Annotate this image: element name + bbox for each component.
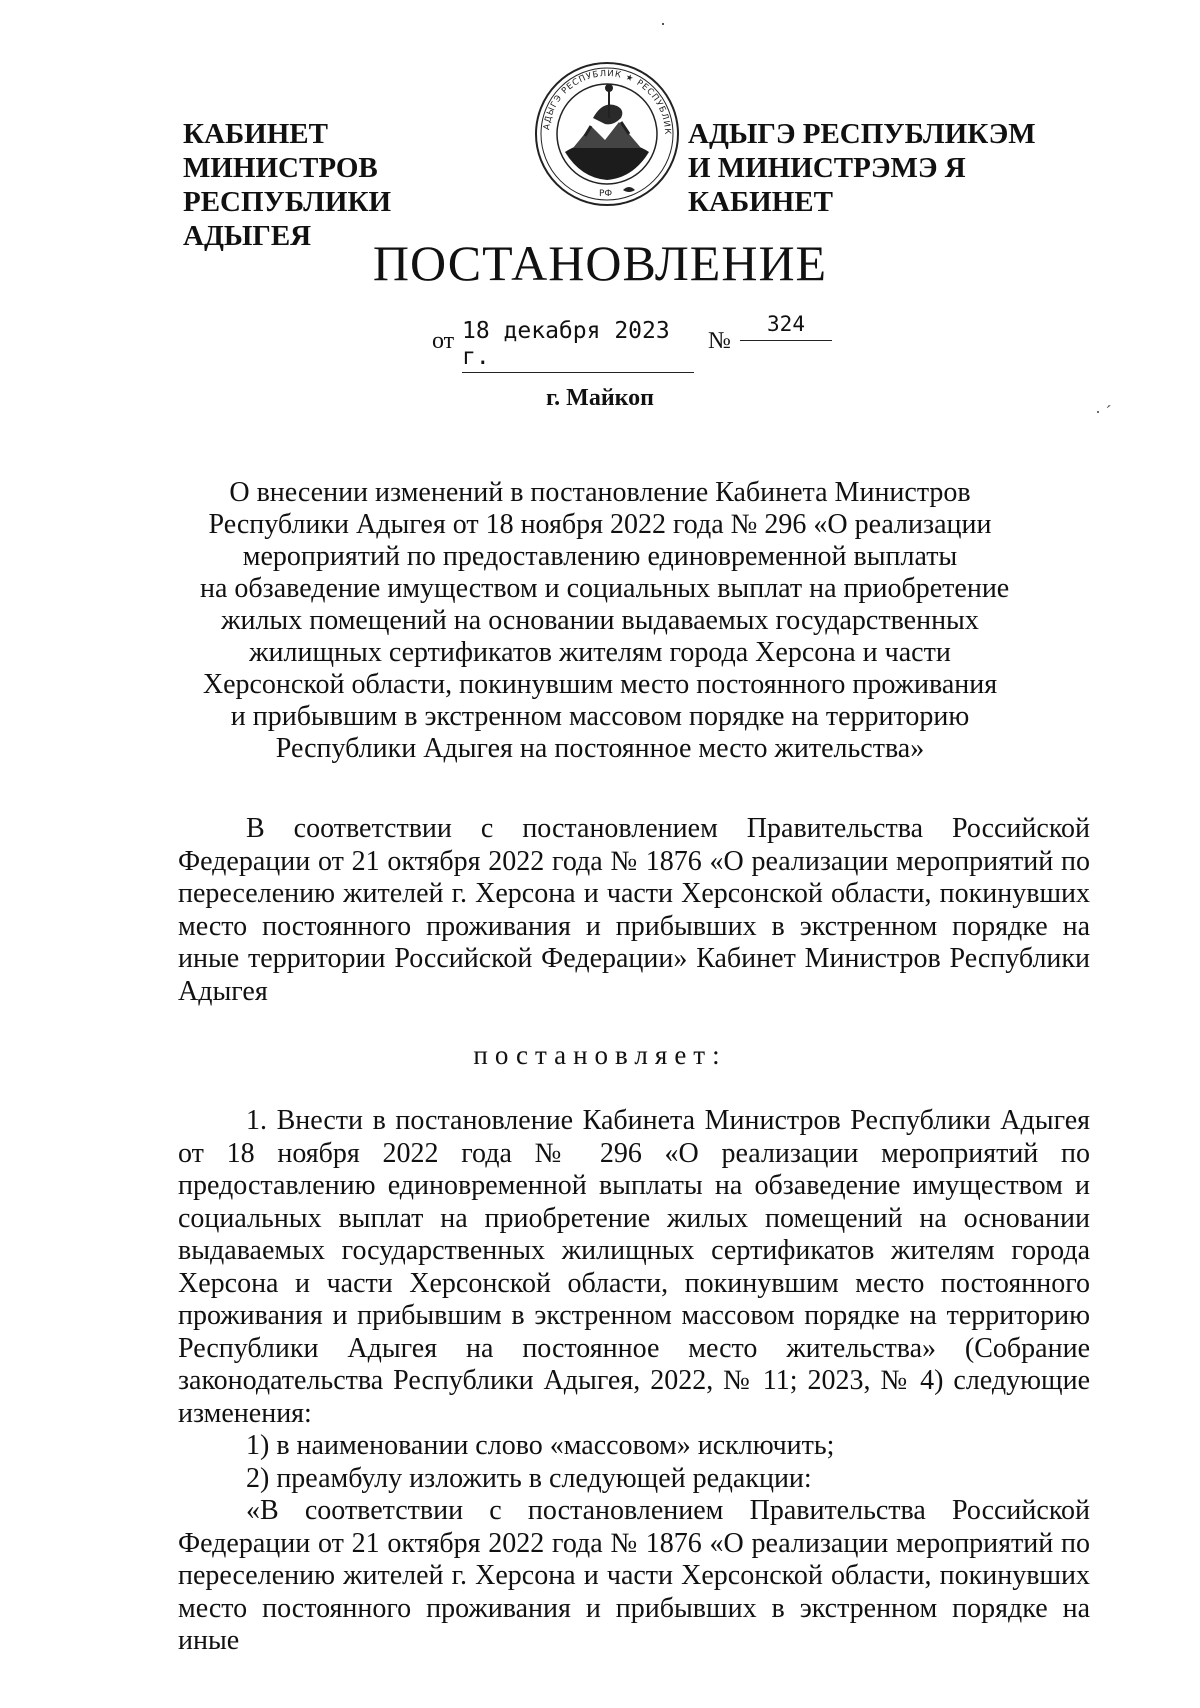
issuer-line: АДЫГЭ РЕСПУБЛИКЭМ [688, 118, 1036, 150]
date-prefix: от [432, 328, 455, 354]
subject-line: Республики Адыгея от 18 ноября 2022 года № 296 «О реализации [208, 509, 992, 540]
svg-text:РФ: РФ [599, 189, 613, 199]
coat-of-arms-icon [533, 60, 681, 208]
decree-item: 2) преамбулу изложить в следующей редакции: [246, 1462, 812, 1494]
subject-line: мероприятий по предоставлению единовременной выплаты [242, 541, 958, 572]
subject-line: Херсонской области, покинувшим место постоянного проживания [202, 669, 998, 700]
number-sign: № [708, 328, 731, 354]
svg-text:АДЫГЭ РЕСПУБЛИК ★ РЕСПУБЛИКА А: АДЫГЭ РЕСПУБЛИК ★ РЕСПУБЛИК [542, 68, 673, 136]
scan-speck: · [660, 14, 666, 34]
subject-line: жилищных сертификатов жителям города Херсона и части [249, 637, 951, 668]
subject-line: О внесении изменений в постановление Кабинета Министров [229, 477, 971, 508]
city: г. Майкоп [545, 385, 654, 411]
issuer-line: КАБИНЕТ МИНИСТРОВ [183, 118, 378, 184]
subject-line: Республики Адыгея на постоянное место жительства» [275, 733, 925, 764]
decree-word: постановляет: [473, 1040, 727, 1070]
issuer-line: И МИНИСТРЭМЭ Я КАБИНЕТ [688, 152, 966, 218]
document-number: 324 [740, 312, 832, 341]
decree-item: 1. Внести в постановление Кабинета Министров Республики Адыгея от 18 ноября 2022 года № 296 «О реализации мероприятий по предоставлению единовременной выплаты на обзаведение имуществом и социальных выплат на приобретение жилых помещений на основании выдаваемых государственных жилищных сертификатов жителям города Херсона и части Херсонской области, покинувшим место постоянного проживания и прибывшим в экстренном массовом порядке на территорию Республики Адыгея на постоянное место жительства» (Собрание законодательства Республики Адыгея, 2022, № 11; 2023, № 4) следующие изменения: [178, 1105, 1090, 1429]
decree-item: 1) в наименовании слово «массовом» исключить; [246, 1430, 835, 1461]
decree-item: «В соответствии с постановлением Правительства Российской Федерации от 21 октября 2022 года № 1876 «О реализации мероприятий по переселению жителей г. Херсона и части Херсонской области, покинувших место постоянного проживания и прибывших в экстренном порядке на иные [178, 1495, 1090, 1656]
scan-speck: · ˊ [1095, 402, 1112, 422]
date-number-line [0, 308, 1200, 370]
document-title: ПОСТАНОВЛЕНИЕ [372, 235, 828, 291]
subject-line: на обзаведение имуществом и социальных выплат на приобретение [200, 573, 1010, 604]
decree-body [178, 1105, 1090, 1658]
issuer-line: РЕСПУБЛИКИ АДЫГЕЯ [183, 186, 392, 252]
subject-line: и прибывшим в экстренном массовом порядке на территорию [230, 701, 970, 732]
document-subject [200, 477, 1010, 765]
document-date: 18 декабря 2023 г. [462, 318, 694, 373]
issuer-name-adyghe [688, 117, 1108, 219]
subject-line: жилых помещений на основании выдаваемых государственных [221, 605, 979, 636]
preamble-paragraph: В соответствии с постановлением Правительства Российской Федерации от 21 октября 2022 года № 1876 «О реализации мероприятий по переселению жителей г. Херсона и части Херсонской области, покинувших место постоянного проживания и прибывших в экстренном порядке на иные территории Российской Федерации» Кабинет Министров Республики Адыгея [178, 813, 1090, 1007]
